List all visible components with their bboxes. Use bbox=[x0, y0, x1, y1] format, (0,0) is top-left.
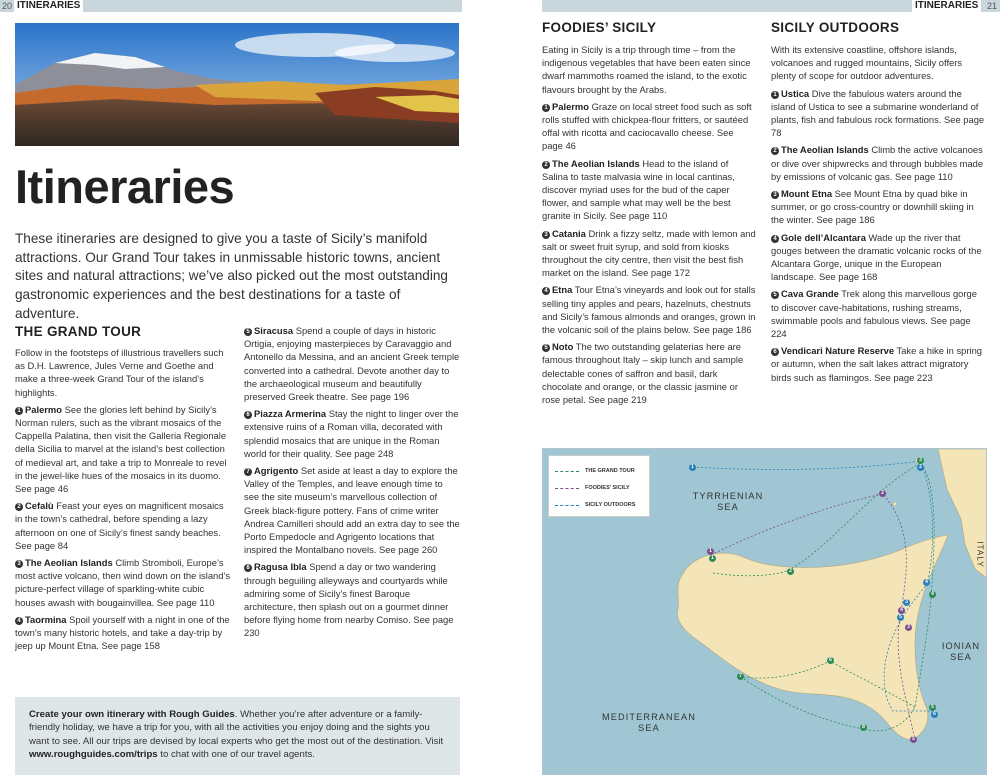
number-badge: 3 bbox=[15, 560, 23, 568]
place-name: Catania bbox=[552, 227, 586, 239]
list-item bbox=[15, 499, 232, 552]
list-item bbox=[15, 403, 232, 495]
number-badge: 6 bbox=[771, 348, 779, 356]
legend-label-outdoors: SICILY OUTDOORS bbox=[585, 502, 636, 508]
item-text: Trek along this marvellous gorge to discover cave-habitations, rushing streams, swimmable pools and fabulous views. See page 224 bbox=[771, 288, 977, 340]
number-badge: 1 bbox=[771, 91, 779, 99]
foodies-column bbox=[542, 43, 756, 410]
left-section-label: ITINERARIES bbox=[14, 0, 83, 12]
number-badge: 3 bbox=[771, 191, 779, 199]
item-text: Wade up the river that gouges between the dramatic volcanic rocks of the Alcantara Gorge, unique in the European landscape. See page 168 bbox=[771, 231, 982, 283]
list-item bbox=[244, 407, 460, 460]
place-name: Mount Etna bbox=[781, 188, 833, 200]
place-name: Agrigento bbox=[254, 465, 299, 477]
item-text: Feast your eyes on magnificent mosaics in the town’s cathedral, before spending a lazy afternoon on one of Sicily’s finest sandy beaches. See page 84 bbox=[15, 500, 224, 551]
map-marker: 8 bbox=[860, 724, 867, 731]
item-text: Climb Stromboli, Europe’s most active volcano, then wind down on the island’s picture-perfect village of sparkling-white cubic houses awash with bougainvillea. See page 110 bbox=[15, 557, 231, 608]
list-item bbox=[15, 613, 232, 653]
page-title: Itineraries bbox=[15, 160, 235, 213]
sicily-map bbox=[542, 448, 987, 775]
foodies-heading: FOODIES’ SICILY bbox=[542, 20, 657, 35]
map-marker: 1 bbox=[707, 548, 714, 555]
map-marker: 1 bbox=[689, 464, 696, 471]
place-name: Siracusa bbox=[254, 325, 294, 336]
place-name: Etna bbox=[552, 284, 573, 296]
item-text: Set aside at least a day to explore the Valley of the Temples, and leave enough time to see the site museum’s marvellous collection of Greek black-figure pottery. Fans of crime writer Andrea Camilleri should add an extra day to see the Porto Empedocle and Agrigento locations that inspired the Montalbano novels. See page 260 bbox=[244, 465, 460, 556]
callout-tail: to chat with one of our travel agents. bbox=[157, 749, 315, 761]
number-badge: 1 bbox=[15, 407, 23, 415]
number-badge: 2 bbox=[15, 503, 23, 511]
item-text: Tour Etna’s vineyards and look out for stalls selling tiny apples and pears, hazelnuts, chestnuts and Sicily’s famous almonds and oranges, grown in the volcanic soil of the plains below. See page 186 bbox=[542, 284, 756, 336]
map-marker: 5 bbox=[897, 614, 904, 621]
list-item bbox=[771, 344, 985, 384]
list-item bbox=[771, 143, 985, 183]
item-text: Dive the fabulous waters around the island of Ustica to see a submarine wonderland of plants, fish and fabulous rock formations. See page 78 bbox=[771, 87, 985, 139]
legend-label-grand-tour: THE GRAND TOUR bbox=[585, 468, 635, 474]
grand-tour-column-1 bbox=[15, 346, 232, 656]
number-badge: 8 bbox=[244, 564, 252, 572]
italy-label: ITALY bbox=[975, 541, 985, 568]
list-item bbox=[771, 87, 985, 140]
place-name: The Aeolian Islands bbox=[781, 144, 869, 156]
list-item bbox=[244, 464, 460, 556]
grand-tour-column-2 bbox=[244, 324, 460, 644]
item-text: Spoil yourself with a night in one of the town’s many historic hotels, and take a day-trip by jeep up Mount Etna. See page 158 bbox=[15, 613, 230, 652]
number-badge: 1 bbox=[542, 104, 550, 112]
place-name: The Aeolian Islands bbox=[25, 557, 113, 569]
callout-body: . Whether you’re after adventure or a family-friendly holiday, we have a trip for you, with all the activities you enjoy doing and the sights you want to see. All our trips are devised by local experts who get the most out of the destination. Visit bbox=[29, 709, 444, 747]
list-item bbox=[542, 340, 756, 406]
number-badge: 6 bbox=[244, 411, 252, 419]
outdoors-heading: SICILY OUTDOORS bbox=[771, 20, 900, 35]
list-item bbox=[771, 231, 985, 284]
legend-line-foodies bbox=[555, 488, 579, 489]
map-marker: 1 bbox=[709, 555, 716, 562]
map-marker: 6 bbox=[827, 657, 834, 664]
number-badge: 5 bbox=[771, 291, 779, 299]
number-badge: 3 bbox=[542, 231, 550, 239]
ionian-sea-label: IONIAN SEA bbox=[941, 641, 981, 662]
number-badge: 5 bbox=[542, 344, 550, 352]
list-item bbox=[542, 157, 756, 223]
place-name: Vendicari Nature Reserve bbox=[781, 345, 895, 357]
map-marker: 5 bbox=[910, 736, 917, 743]
map-marker: 7 bbox=[737, 673, 744, 680]
foodies-intro: Eating in Sicily is a trip through time – from the indigenous vegetables that have been eaten since dwarf mammoths roamed the island, to the exotic flavours brought by the Arabs. bbox=[542, 44, 751, 95]
grand-tour-heading: THE GRAND TOUR bbox=[15, 324, 142, 339]
mediterranean-sea-label: MEDITERRANEAN SEA bbox=[602, 712, 696, 733]
place-name: Cefalù bbox=[25, 500, 54, 512]
legend-line-grand-tour bbox=[555, 471, 579, 472]
number-badge: 2 bbox=[771, 147, 779, 155]
list-item bbox=[542, 283, 756, 336]
map-marker: 2 bbox=[917, 464, 924, 471]
grand-tour-intro: Follow in the footsteps of illustrious travellers such as D.H. Lawrence, Jules Verne and Goethe and make a three-week Grand Tour of the island’s highlights. bbox=[15, 347, 224, 398]
list-item bbox=[244, 324, 460, 403]
outdoors-intro: With its extensive coastline, offshore islands, volcanoes and rugged mountains, Sicily offers plenty of scope for outdoor adventures. bbox=[771, 44, 963, 82]
item-text: Graze on local street food such as soft rolls stuffed with chickpea-flour fritters, or sautéed offal with ricotta and caciocavallo cheese. See page 46 bbox=[542, 100, 752, 152]
place-name: Taormina bbox=[25, 613, 67, 625]
list-item bbox=[771, 187, 985, 227]
number-badge: 5 bbox=[244, 328, 252, 336]
right-section-label: ITINERARIES bbox=[912, 0, 981, 12]
number-badge: 4 bbox=[15, 617, 23, 625]
place-name: Piazza Armerina bbox=[254, 408, 327, 420]
item-text: Spend a couple of days in historic Ortigia, enjoying masterpieces by Caravaggio and Antonello da Messina, and an ancient Greek temple converted into a cathedral. Devote another day to the archaeological museum and beautifully preserved Greek theatre. See page 196 bbox=[244, 325, 460, 403]
map-marker: 2 bbox=[787, 568, 794, 575]
intro-paragraph: These itineraries are designed to give you a taste of Sicily’s manifold attractions. Our Grand Tour takes in unmissable historic towns, ancient sites and natural attractions; we’ve also picked out the most outstanding gastronomic experiences and the best destinations for a taste of adventure. bbox=[15, 231, 448, 321]
place-name: Ustica bbox=[781, 87, 810, 99]
map-marker: 2 bbox=[879, 490, 886, 497]
item-text: Take a hike in spring or autumn, when the salt lakes attract migratory birds such as flamingos. See page 223 bbox=[771, 345, 982, 383]
list-item bbox=[244, 560, 460, 639]
map-marker: 3 bbox=[917, 457, 924, 464]
map-marker: 4 bbox=[923, 579, 930, 586]
map-marker: 5 bbox=[929, 704, 936, 711]
item-text: See Mount Etna by quad bike in summer, or go cross-country or downhill skiing in the winter. See page 186 bbox=[771, 188, 974, 226]
place-name: The Aeolian Islands bbox=[552, 157, 640, 169]
map-marker: 3 bbox=[903, 599, 910, 606]
map-marker: 4 bbox=[898, 607, 905, 614]
map-legend bbox=[548, 455, 650, 517]
left-page-number: 20 bbox=[2, 1, 13, 11]
place-name: Palermo bbox=[552, 100, 589, 112]
legend-label-foodies: FOODIES’ SICILY bbox=[585, 485, 630, 491]
list-item bbox=[771, 287, 985, 340]
place-name: Palermo bbox=[25, 403, 62, 415]
list-item bbox=[542, 100, 756, 153]
outdoors-column bbox=[771, 43, 985, 388]
place-name: Ragusa Ibla bbox=[254, 561, 307, 573]
place-name: Noto bbox=[552, 341, 574, 353]
number-badge: 2 bbox=[542, 161, 550, 169]
legend-line-outdoors bbox=[555, 505, 579, 506]
map-marker: 3 bbox=[905, 624, 912, 631]
item-text: See the glories left behind by Sicily’s Norman rulers, such as the vibrant mosaics of the Cappella Palatina, then visit the Galleria Regionale della Sicilia to marvel at the island’s best collection of medieval art, and take a trip to Monreale to revel in the jewel-like hues of the mosaics in its duomo. See page 46 bbox=[15, 403, 227, 495]
map-marker: 6 bbox=[931, 711, 938, 718]
item-text: Spend a day or two wandering through beguiling alleyways and courtyards while admiring some of Sicily’s finest Baroque architecture, then splash out on a gourmet dinner before flying home from nearby Comiso. See page 230 bbox=[244, 561, 454, 639]
callout-lead: Create your own itinerary with Rough Guides bbox=[29, 709, 235, 720]
number-badge: 4 bbox=[771, 235, 779, 243]
number-badge: 7 bbox=[244, 468, 252, 476]
item-text: Stay the night to linger over the extensive ruins of a Roman villa, decorated with splendid mosaics that are unique in the Roman world for their quality. See page 248 bbox=[244, 408, 459, 459]
item-text: Drink a fizzy seltz, made with lemon and salt or sweet fruit syrup, and sold from kiosks throughout the city centre, then visit the best fish market on the island. See page 172 bbox=[542, 227, 756, 279]
item-text: Head to the island of Salina to taste malvasia wine in local cantinas, discover myriad uses for the bud of the caper flower, and sample what may well be the best granite in Sicily. See page 110 bbox=[542, 157, 735, 222]
map-marker: 4 bbox=[929, 591, 936, 598]
place-name: Cava Grande bbox=[781, 288, 839, 300]
rough-guides-callout bbox=[15, 697, 460, 775]
callout-link[interactable]: www.roughguides.com/trips bbox=[29, 749, 158, 761]
item-text: Climb the active volcanoes or dive over shipwrecks and through bubbles made by emissions of volcanic gas. See page 110 bbox=[771, 144, 984, 182]
hero-photo bbox=[15, 23, 459, 146]
place-name: Gole dell’Alcantara bbox=[781, 231, 866, 243]
tyrrhenian-sea-label: TYRRHENIAN SEA bbox=[692, 491, 764, 512]
list-item bbox=[542, 227, 756, 280]
item-text: The two outstanding gelaterias here are famous throughout Italy – skip lunch and sample delectable cones of saffron and basil, dark chocolate and orange, or the classic jasmine or rose petal. See page 219 bbox=[542, 341, 744, 406]
number-badge: 4 bbox=[542, 287, 550, 295]
list-item bbox=[15, 556, 232, 609]
right-page-number: 21 bbox=[987, 1, 998, 11]
